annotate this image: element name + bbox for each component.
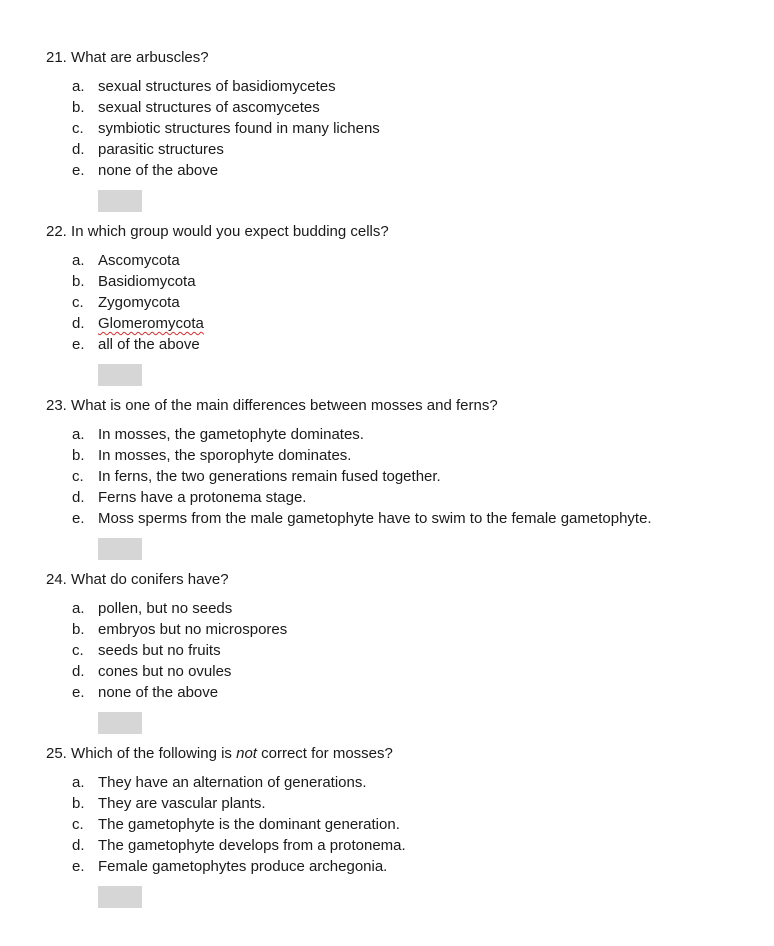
option-letter: a. — [72, 774, 85, 791]
option-e — [46, 856, 746, 877]
option-e — [46, 334, 746, 355]
option-letter: d. — [72, 141, 85, 158]
option-text: In mosses, the sporophyte dominates. — [98, 447, 352, 464]
option-text: embryos but no microspores — [98, 621, 288, 638]
option-letter: c. — [72, 816, 84, 833]
option-d — [46, 139, 746, 160]
option-letter: b. — [72, 447, 85, 464]
option-text: In ferns, the two generations remain fused together. — [98, 468, 441, 485]
option-letter: b. — [72, 273, 85, 290]
option-a — [46, 424, 746, 445]
question-number: 23. — [46, 397, 67, 414]
question-number: 22. — [46, 223, 67, 240]
question-text — [46, 396, 746, 416]
option-text: parasitic structures — [98, 141, 224, 158]
option-text: Zygomycota — [98, 294, 180, 311]
option-a — [46, 250, 746, 271]
question-prompt: What is one of the main differences between mosses and ferns? — [71, 397, 498, 414]
option-text: The gametophyte develops from a protonema. — [98, 837, 406, 854]
option-e — [46, 508, 746, 529]
option-c — [46, 814, 746, 835]
option-text: none of the above — [98, 684, 219, 701]
option-letter: d. — [72, 315, 85, 332]
option-list — [46, 772, 746, 877]
question-24 — [46, 570, 746, 703]
question-22 — [46, 222, 746, 355]
option-letter: a. — [72, 252, 85, 269]
option-text: sexual structures of ascomycetes — [98, 99, 320, 116]
answer-field-22[interactable] — [98, 364, 142, 386]
option-b — [46, 97, 746, 118]
option-letter: c. — [72, 468, 84, 485]
option-text: Moss sperms from the male gametophyte have to swim to the female gametophyte. — [98, 510, 652, 527]
option-text-misspelled: Glomeromycota — [98, 315, 204, 332]
option-text: Female gametophytes produce archegonia. — [98, 858, 388, 875]
question-prompt-emphasis: not — [236, 745, 257, 762]
question-21 — [46, 48, 746, 181]
option-text: They have an alternation of generations. — [98, 774, 367, 791]
option-letter: e. — [72, 858, 85, 875]
option-letter: c. — [72, 294, 84, 311]
option-a — [46, 772, 746, 793]
option-text: Basidiomycota — [98, 273, 196, 290]
option-a — [46, 598, 746, 619]
option-e — [46, 682, 746, 703]
option-text: The gametophyte is the dominant generation. — [98, 816, 400, 833]
option-b — [46, 445, 746, 466]
option-d — [46, 661, 746, 682]
question-number: 24. — [46, 571, 67, 588]
option-text: In mosses, the gametophyte dominates. — [98, 426, 364, 443]
option-list — [46, 250, 746, 355]
option-text: pollen, but no seeds — [98, 600, 233, 617]
option-letter: c. — [72, 120, 84, 137]
option-c — [46, 466, 746, 487]
option-c — [46, 292, 746, 313]
question-prompt-end: correct for mosses? — [256, 745, 393, 762]
option-b — [46, 793, 746, 814]
option-letter: b. — [72, 621, 85, 638]
question-text — [46, 570, 746, 590]
question-25 — [46, 744, 746, 877]
option-text: all of the above — [98, 336, 200, 353]
option-letter: a. — [72, 600, 85, 617]
option-b — [46, 271, 746, 292]
option-text: symbiotic structures found in many lichens — [98, 120, 380, 137]
option-letter: d. — [72, 489, 85, 506]
option-letter: a. — [72, 78, 85, 95]
question-prompt: What are arbuscles? — [71, 49, 209, 66]
option-a — [46, 76, 746, 97]
option-d — [46, 313, 746, 334]
question-prompt-start: Which of the following is — [71, 745, 237, 762]
question-23 — [46, 396, 746, 529]
option-letter: d. — [72, 837, 85, 854]
option-text: cones but no ovules — [98, 663, 232, 680]
option-letter: e. — [72, 336, 85, 353]
answer-field-21[interactable] — [98, 190, 142, 212]
question-text — [46, 222, 746, 242]
question-number: 25. — [46, 745, 67, 762]
option-text: seeds but no fruits — [98, 642, 221, 659]
option-list — [46, 76, 746, 181]
option-list — [46, 424, 746, 529]
option-c — [46, 118, 746, 139]
option-letter: d. — [72, 663, 85, 680]
option-b — [46, 619, 746, 640]
option-letter: e. — [72, 162, 85, 179]
question-prompt: In which group would you expect budding cells? — [71, 223, 389, 240]
answer-field-24[interactable] — [98, 712, 142, 734]
option-letter: b. — [72, 99, 85, 116]
option-d — [46, 835, 746, 856]
question-number: 21. — [46, 49, 67, 66]
option-letter: e. — [72, 684, 85, 701]
question-prompt: What do conifers have? — [71, 571, 229, 588]
option-letter: c. — [72, 642, 84, 659]
option-letter: e. — [72, 510, 85, 527]
option-text: Ferns have a protonema stage. — [98, 489, 307, 506]
option-text: none of the above — [98, 162, 219, 179]
question-text — [46, 744, 746, 764]
answer-field-25[interactable] — [98, 886, 142, 908]
option-text: sexual structures of basidiomycetes — [98, 78, 336, 95]
answer-field-23[interactable] — [98, 538, 142, 560]
question-text — [46, 48, 746, 68]
option-text: Ascomycota — [98, 252, 180, 269]
option-letter: a. — [72, 426, 85, 443]
option-c — [46, 640, 746, 661]
option-d — [46, 487, 746, 508]
option-letter: b. — [72, 795, 85, 812]
option-list — [46, 598, 746, 703]
option-e — [46, 160, 746, 181]
option-text: They are vascular plants. — [98, 795, 266, 812]
